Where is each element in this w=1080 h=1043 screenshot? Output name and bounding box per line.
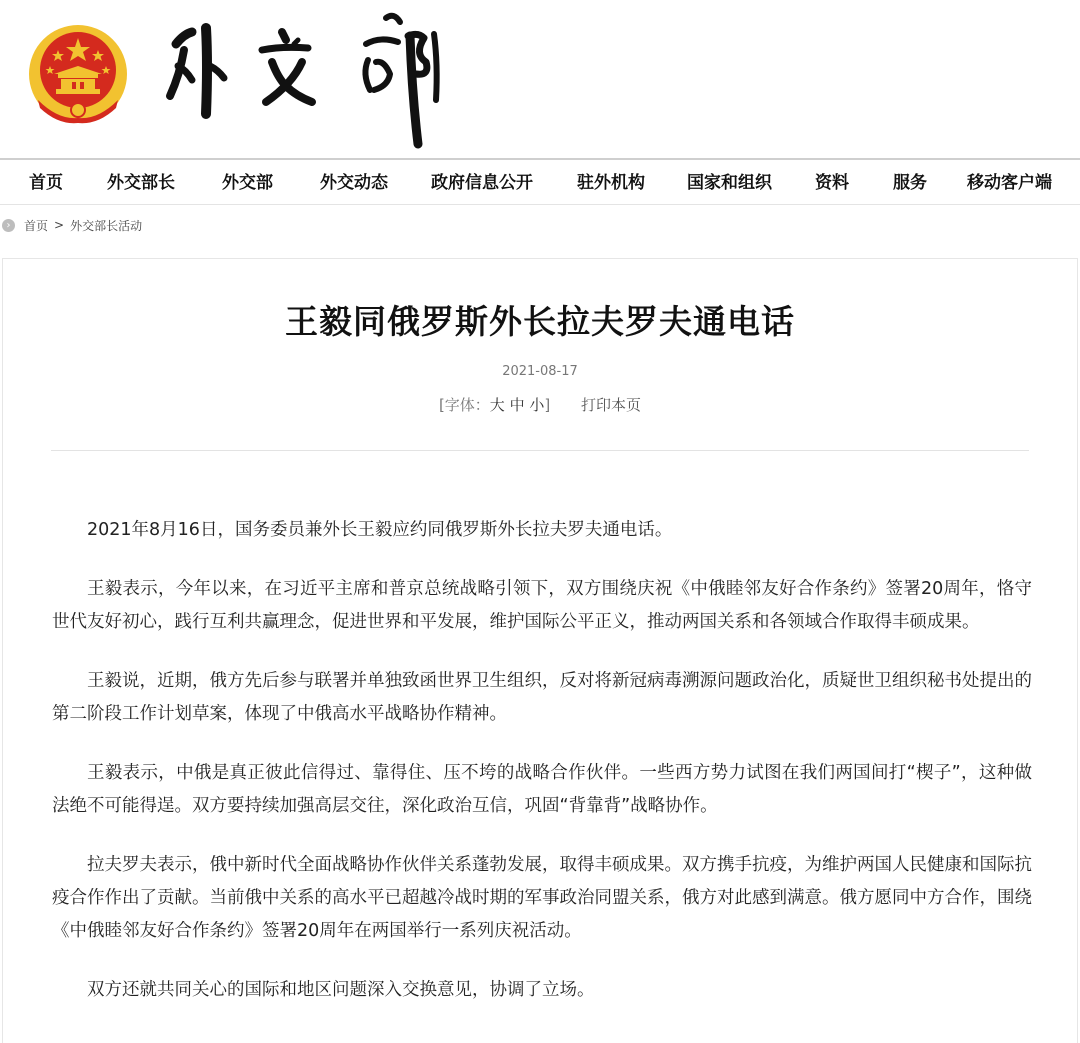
nav-divider [0,204,1080,205]
breadcrumb-separator: > [54,218,65,232]
nav-item-foreign-minister[interactable]: 外交部长 [107,173,175,193]
font-size-large[interactable]: 大 [489,396,505,414]
nav-item-services[interactable]: 服务 [893,173,927,193]
header-divider [0,158,1080,160]
article-paragraph: 双方还就共同关心的国际和地区问题深入交换意见，协调了立场。 [87,980,595,1000]
print-page-link[interactable]: 打印本页 [581,396,642,414]
nav-item-ministry[interactable]: 外交部 [222,173,273,193]
calligraphy-logo[interactable] [162,4,462,154]
article-title: 王毅同俄罗斯外长拉夫罗夫通电话 [285,302,795,341]
nav-item-mobile-client[interactable]: 移动客户端 [967,173,1052,193]
article-paragraph: 拉夫罗夫表示，俄中新时代全面战略协作伙伴关系蓬勃发展，取得丰硕成果。双方携手抗疫，为维护两国人民健康和国际抗疫合作作出了贡献。当前俄中关系的高水平已超越冷战时期的军事政治同盟关系，俄方对此感到满意。俄方愿同中方合作，围绕《中俄睦邻友好合作条约》签署20周年在两国举行一系列庆祝活动。 [52,855,1032,941]
article-date: 2021-08-17 [502,364,578,379]
font-size-small[interactable]: 小 [529,396,545,414]
article-paragraph: 王毅说，近期，俄方先后参与联署并单独致函世界卫生组织，反对将新冠病毒溯源问题政治化，质疑世卫组织秘书处提出的第二阶段工作计划草案，体现了中俄高水平战略协作精神。 [52,671,1032,724]
font-size-medium[interactable]: 中 [509,396,525,414]
font-size-label-end: ] [544,396,551,414]
circle-arrow-icon: › [2,219,15,232]
article-paragraph: 王毅表示，今年以来，在习近平主席和普京总统战略引领下，双方围绕庆祝《中俄睦邻友好合作条约》签署20周年，恪守世代友好初心，践行互利共赢理念，促进世界和平发展，维护国际公平正义，推动两国关系和各领域合作取得丰硕成果。 [52,579,1032,632]
site-header [0,0,1080,160]
nav-item-missions-abroad[interactable]: 驻外机构 [577,173,645,193]
article-body [52,514,1032,1033]
breadcrumb [2,216,142,234]
article-tools [0,394,1080,415]
main-nav [0,162,1080,204]
national-emblem-icon[interactable] [28,22,128,126]
article-divider [51,450,1029,451]
article-paragraph: 王毅表示，中俄是真正彼此信得过、靠得住、压不垮的战略合作伙伴。一些西方势力试图在我们两国间打“楔子”，这种做法绝不可能得逞。双方要持续加强高层交往，深化政治互信，巩固“背靠背”战略协作。 [52,763,1032,816]
breadcrumb-home[interactable]: 首页 [24,218,49,233]
nav-item-countries[interactable]: 国家和组织 [687,173,772,193]
nav-item-resources[interactable]: 资料 [815,173,849,193]
nav-item-home[interactable]: 首页 [29,173,63,193]
nav-item-diplomatic-news[interactable]: 外交动态 [320,173,388,193]
nav-item-gov-info[interactable]: 政府信息公开 [431,173,533,193]
font-size-label: [字体： [438,396,490,414]
breadcrumb-current[interactable]: 外交部长活动 [70,218,143,233]
article-paragraph: 2021年8月16日，国务委员兼外长王毅应约同俄罗斯外长拉夫罗夫通电话。 [87,520,673,540]
